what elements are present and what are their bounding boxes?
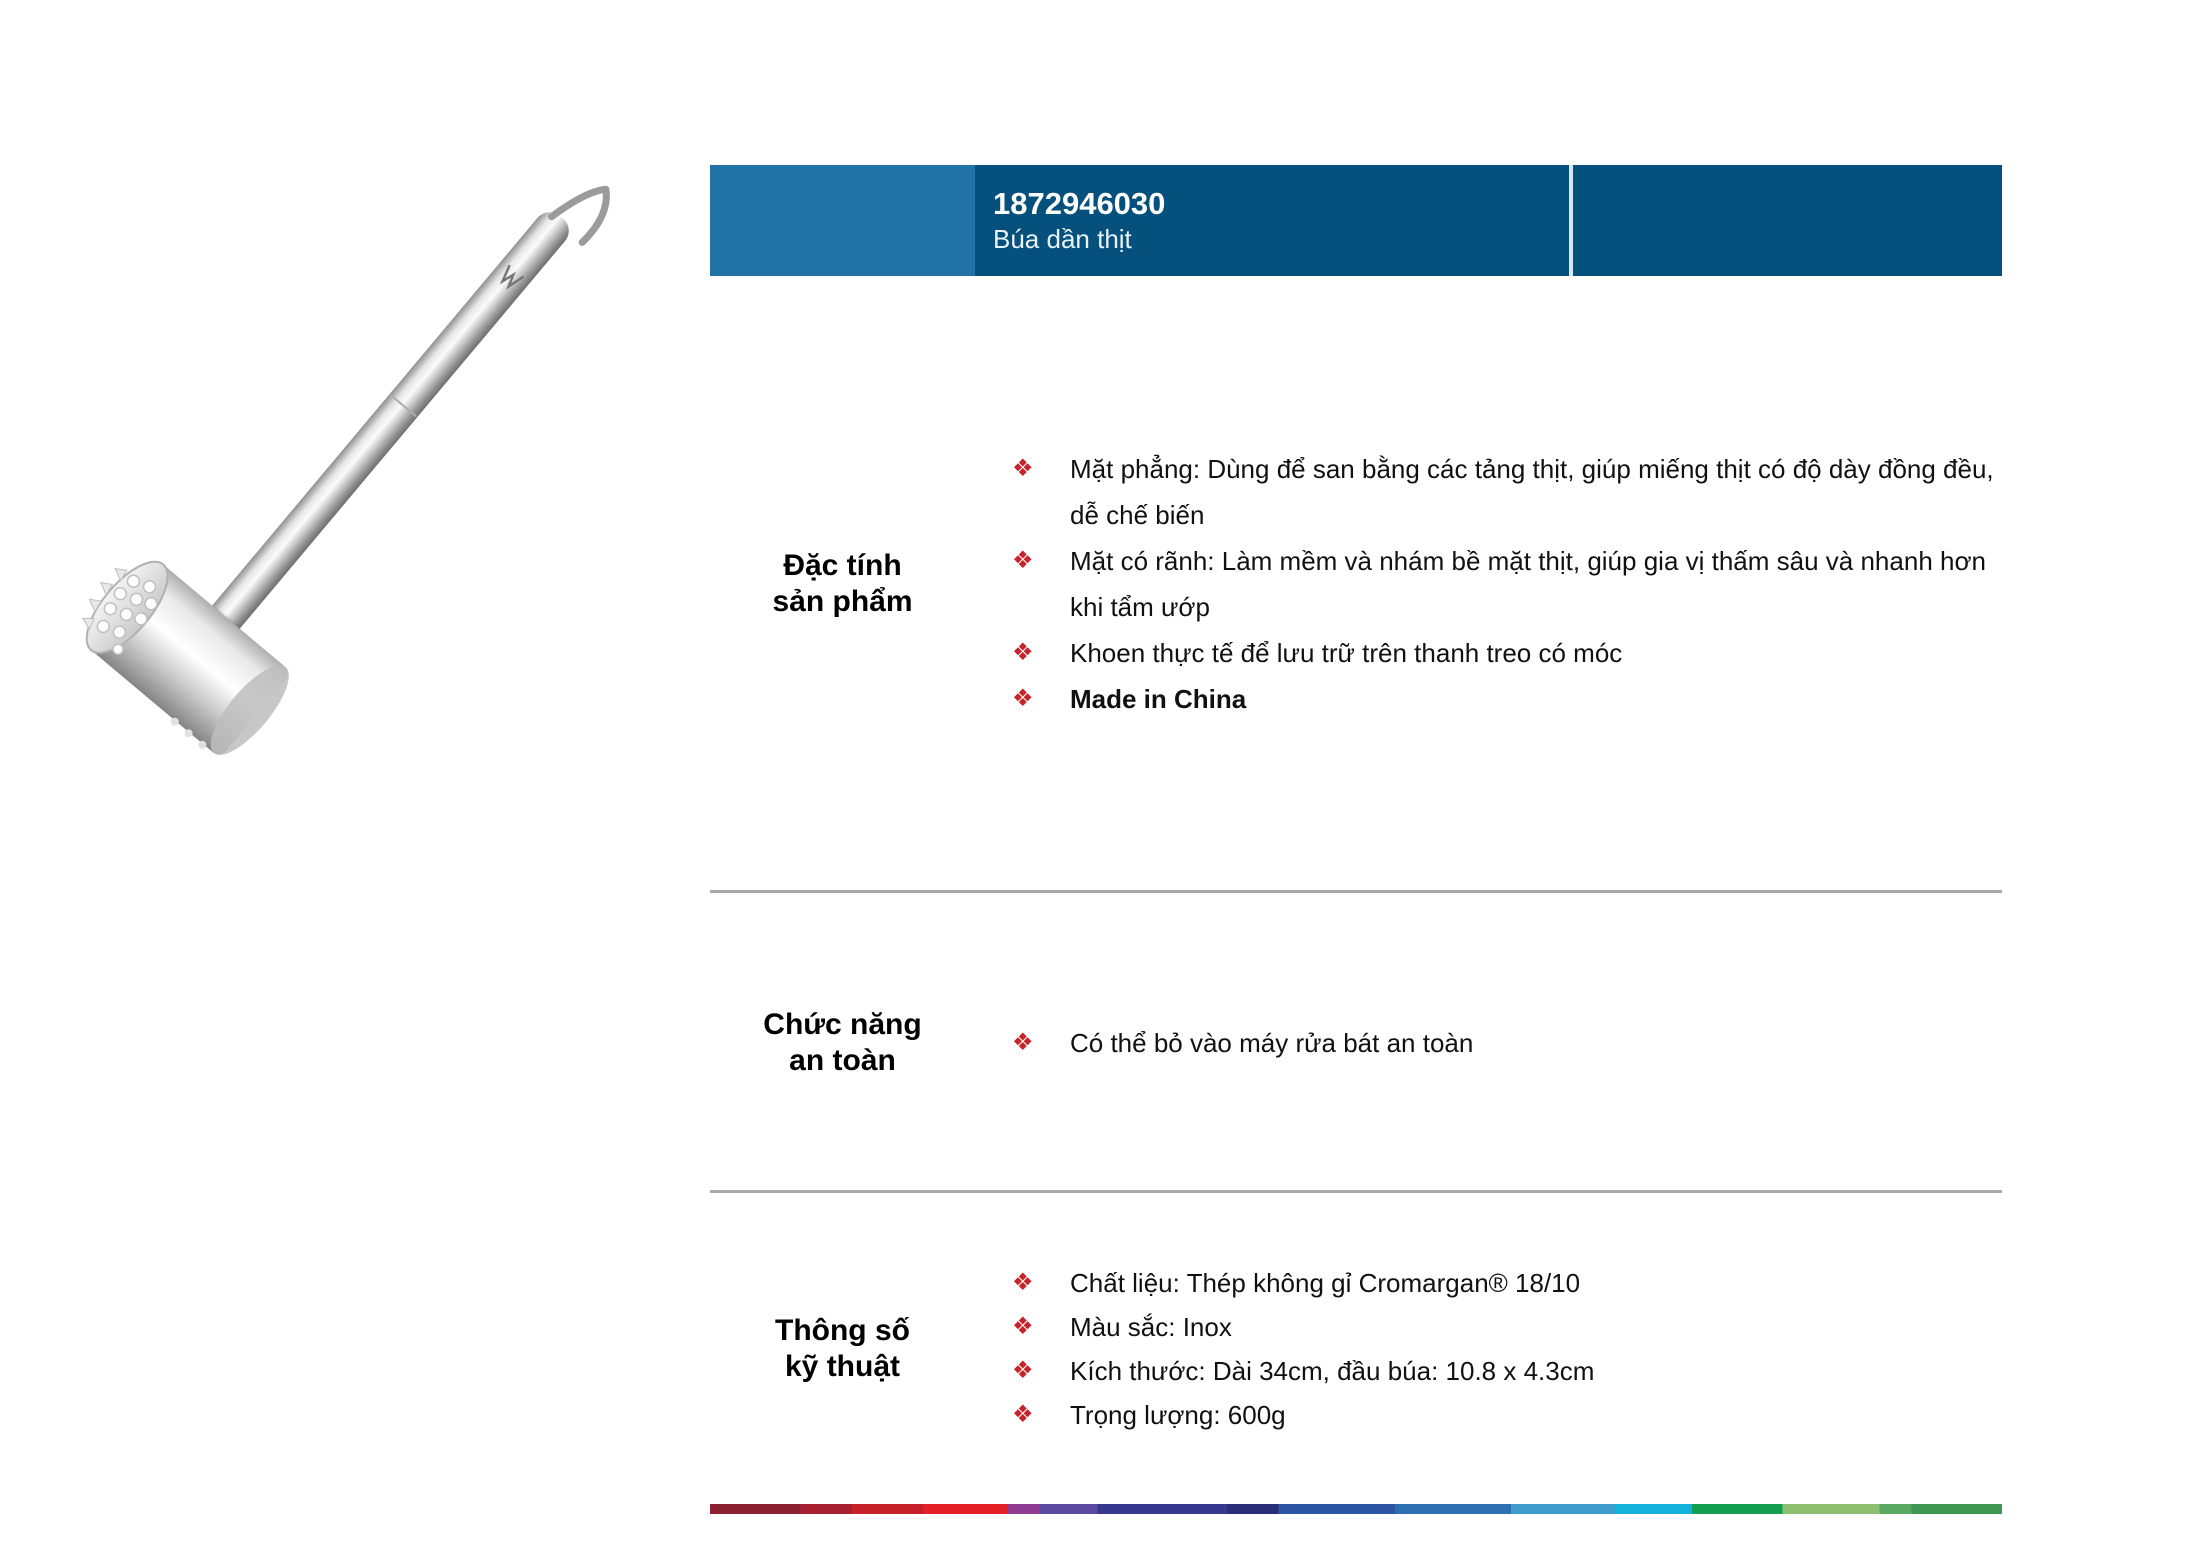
bullet-item [1012, 1261, 2002, 1305]
bullet-text: Trọng lượng: 600g [1070, 1400, 1286, 1430]
product-code: 1872946030 [993, 185, 1166, 221]
bullet-diamond-icon: ❖ [1012, 455, 1034, 482]
bullet-item [1012, 1305, 2002, 1349]
bullet-text: Mặt phẳng: Dùng để san bằng các tảng thịt, giúp miếng thịt có độ dày đồng đều, dễ chế biến [1070, 454, 1994, 530]
safety-bullet-list [1012, 1020, 2002, 1066]
section-label-line: Đặc tính [783, 549, 902, 582]
meat-tenderizer-photo [60, 130, 620, 830]
header-right-block [1573, 165, 2002, 276]
bullet-diamond-icon: ❖ [1012, 1401, 1034, 1428]
bullet-diamond-icon: ❖ [1012, 639, 1034, 666]
section-specs-label [710, 1313, 975, 1385]
specs-bullet-list [1012, 1261, 2002, 1437]
bullet-text: Khoen thực tế để lưu trữ trên thanh treo có móc [1070, 638, 1623, 668]
bullet-diamond-icon: ❖ [1012, 547, 1034, 574]
bullet-item [1012, 538, 2002, 630]
section-divider [710, 890, 2002, 893]
header-accent-block [710, 165, 975, 276]
bullet-item [1012, 676, 2002, 722]
section-label-line: sản phẩm [772, 585, 913, 618]
header-title-block [975, 165, 1569, 276]
section-safety-label [710, 1007, 975, 1079]
bullet-text: Kích thước: Dài 34cm, đầu búa: 10.8 x 4.3cm [1070, 1356, 1595, 1386]
section-features [710, 446, 2002, 722]
section-label-line: kỹ thuật [784, 1350, 901, 1383]
section-specs [710, 1261, 2002, 1437]
bullet-text: Chất liệu: Thép không gỉ Cromargan® 18/10 [1070, 1268, 1581, 1298]
bullet-text: Màu sắc: Inox [1070, 1312, 1232, 1342]
header-bar [710, 165, 2002, 276]
bullet-item [1012, 1020, 2002, 1066]
bullet-item [1012, 630, 2002, 676]
section-safety [710, 1007, 2002, 1079]
bullet-diamond-icon: ❖ [1012, 1313, 1034, 1340]
bullet-diamond-icon: ❖ [1012, 1029, 1034, 1056]
bullet-text: Có thể bỏ vào máy rửa bát an toàn [1070, 1028, 1474, 1058]
bullet-text: Made in China [1070, 684, 1247, 714]
features-bullet-list [1012, 446, 2002, 722]
bullet-diamond-icon: ❖ [1012, 1357, 1034, 1384]
bullet-diamond-icon: ❖ [1012, 1269, 1034, 1296]
section-label-line: Thông số [775, 1314, 910, 1347]
section-features-label [710, 548, 975, 620]
section-label-line: an toàn [789, 1044, 896, 1077]
bullet-item [1012, 446, 2002, 538]
brand-color-bar [710, 1504, 2002, 1514]
hammer-handle [195, 206, 575, 649]
bullet-text: Mặt có rãnh: Làm mềm và nhám bề mặt thịt, giúp gia vị thấm sâu và nhanh hơn khi tẩm ướp [1070, 546, 1986, 622]
bullet-item [1012, 1393, 2002, 1437]
bullet-item [1012, 1349, 2002, 1393]
product-name: Búa dần thịt [993, 223, 1132, 254]
section-label-line: Chức năng [763, 1008, 922, 1041]
bullet-diamond-icon: ❖ [1012, 685, 1034, 712]
section-divider [710, 1190, 2002, 1193]
